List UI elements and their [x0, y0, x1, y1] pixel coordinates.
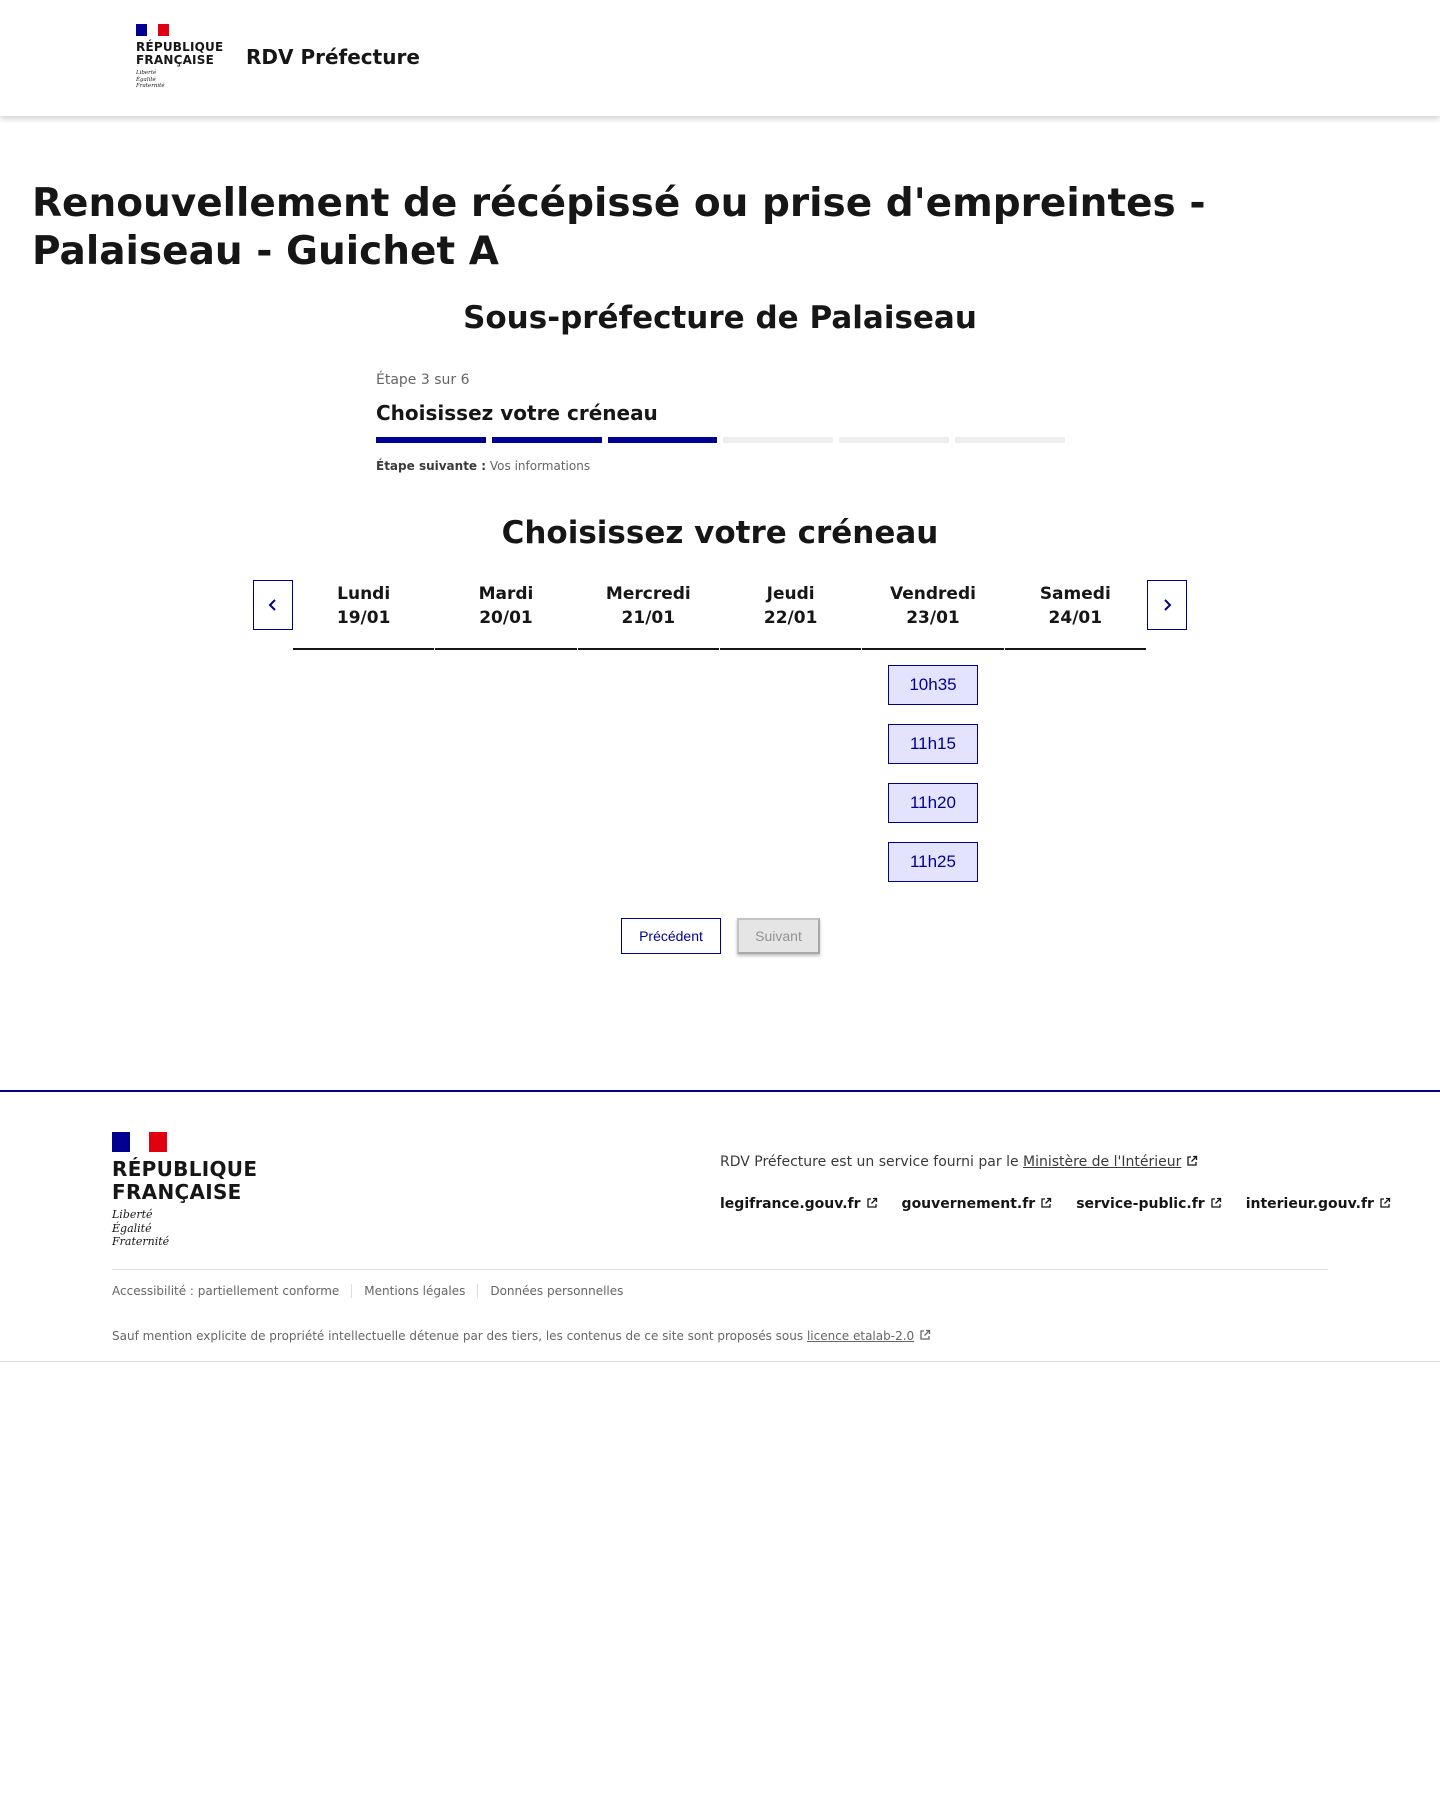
motto-egalite: Égalité [136, 76, 156, 83]
external-link-icon [1210, 1197, 1222, 1209]
service-title[interactable]: RDV Préfecture [246, 45, 420, 69]
day-header [720, 580, 861, 650]
footer-logo-line-2: FRANÇAISE [112, 1180, 242, 1204]
day-slots [578, 650, 719, 665]
day-slots [293, 650, 434, 665]
license-text: Sauf mention explicite de propriété intellectuelle détenue par des tiers, les contenus de ce site sont proposés sous [112, 1329, 804, 1343]
license-link[interactable] [807, 1329, 931, 1343]
ministere-link[interactable] [1023, 1154, 1198, 1170]
footer-logo-line-1: RÉPUBLIQUE [112, 1157, 258, 1181]
day-column [578, 580, 719, 882]
step-bar [955, 437, 1065, 443]
footer-link[interactable] [902, 1196, 1053, 1212]
next-button: Suivant [737, 918, 820, 954]
step-bar [492, 437, 602, 443]
footer-description [720, 1154, 1198, 1170]
footer-motto-liberte: Liberté [112, 1208, 153, 1221]
footer-link[interactable] [720, 1196, 878, 1212]
stepper-progress [376, 437, 1065, 443]
day-column [435, 580, 576, 882]
chevron-left-icon [268, 598, 278, 612]
day-column [862, 580, 1003, 882]
day-slots [1005, 650, 1146, 665]
republique-francaise-logo[interactable] [136, 24, 224, 90]
stepper-next-label: Étape suivante : [376, 459, 487, 473]
footer-link-label: service-public.fr [1076, 1196, 1205, 1212]
day-date: 21/01 [621, 608, 676, 628]
time-slot-button[interactable]: 11h20 [888, 783, 978, 823]
day-date: 23/01 [906, 608, 960, 628]
footer-bottom-link[interactable]: Accessibilité : partiellement conforme [112, 1284, 340, 1298]
logo-line-1: RÉPUBLIQUE [136, 40, 224, 54]
day-header [1005, 580, 1146, 650]
day-slots [862, 650, 1003, 882]
footer-link-label: gouvernement.fr [901, 1196, 1036, 1212]
marianne-flag-icon [136, 24, 169, 36]
day-name: Mardi [478, 584, 534, 604]
motto-fraternite: Fraternité [136, 83, 165, 89]
external-link-icon [1186, 1155, 1198, 1167]
day-date: 24/01 [1048, 608, 1103, 628]
footer-motto-fraternite: Fraternité [112, 1235, 170, 1248]
stepper-current-title: Choisissez votre créneau [376, 401, 658, 425]
external-link-icon [1040, 1197, 1052, 1209]
site-footer [0, 1090, 1440, 1362]
footer-link-label: interieur.gouv.fr [1245, 1196, 1374, 1212]
license-link-label: licence etalab-2.0 [806, 1329, 915, 1343]
day-date: 19/01 [336, 608, 391, 628]
day-name: Lundi [337, 584, 391, 604]
footer-link[interactable] [1246, 1196, 1391, 1212]
previous-button[interactable]: Précédent [621, 918, 721, 954]
day-header [435, 580, 576, 650]
day-column [720, 580, 861, 882]
stepper-state: Étape 3 sur 6 [376, 372, 470, 388]
footer-link-label: legifrance.gouv.fr [720, 1196, 861, 1212]
day-name: Vendredi [890, 584, 976, 604]
external-link-icon [919, 1329, 931, 1341]
day-name: Mercredi [605, 584, 691, 604]
site-header [0, 0, 1440, 116]
motto-liberte: Liberté [136, 70, 157, 76]
footer-bottom-link[interactable]: Mentions légales [351, 1284, 477, 1298]
ministere-link-label: Ministère de l'Intérieur [1023, 1154, 1182, 1170]
day-slots [435, 650, 576, 665]
step-bar [723, 437, 833, 443]
logo-line-2: FRANÇAISE [136, 53, 214, 67]
day-header [293, 580, 434, 650]
time-slot-button[interactable]: 11h15 [888, 724, 978, 764]
step-bar [839, 437, 949, 443]
day-slots [720, 650, 861, 665]
stepper-next-value: Vos informations [489, 459, 591, 473]
slots-title: Choisissez votre créneau [501, 515, 939, 551]
external-link-icon [866, 1197, 878, 1209]
stepper-next-step [376, 459, 590, 473]
footer-logo[interactable] [112, 1132, 257, 1249]
footer-bottom-links [112, 1284, 635, 1298]
time-slot-button[interactable]: 10h35 [888, 665, 978, 705]
day-column [293, 580, 434, 882]
page-title: Renouvellement de récépissé ou prise d'empreintes - Palaiseau - Guichet A [32, 181, 1206, 274]
external-link-icon [1379, 1197, 1391, 1209]
stepper [376, 372, 1065, 473]
day-header [578, 580, 719, 650]
footer-motto-egalite: Égalité [112, 1221, 152, 1235]
day-column [1005, 580, 1146, 882]
footer-bottom-link[interactable]: Données personnelles [477, 1284, 635, 1298]
prefecture-subtitle: Sous-préfecture de Palaiseau [463, 300, 977, 336]
marianne-flag-icon [112, 1132, 167, 1152]
footer-divider [112, 1269, 1328, 1270]
day-date: 22/01 [763, 608, 818, 628]
step-bar [376, 437, 486, 443]
day-date: 20/01 [479, 608, 533, 628]
footer-links [720, 1196, 1391, 1212]
previous-week-button[interactable] [253, 580, 293, 630]
footer-description-text: RDV Préfecture est un service fourni par le [720, 1154, 1019, 1170]
calendar-days [293, 580, 1147, 882]
day-header [862, 580, 1003, 650]
time-slot-button[interactable]: 11h25 [888, 842, 978, 882]
footer-link[interactable] [1076, 1196, 1221, 1212]
chevron-right-icon [1162, 598, 1172, 612]
step-bar [608, 437, 718, 443]
day-name: Samedi [1039, 584, 1111, 604]
next-week-button[interactable] [1147, 580, 1187, 630]
footer-license [112, 1329, 931, 1343]
day-name: Jeudi [766, 584, 815, 604]
